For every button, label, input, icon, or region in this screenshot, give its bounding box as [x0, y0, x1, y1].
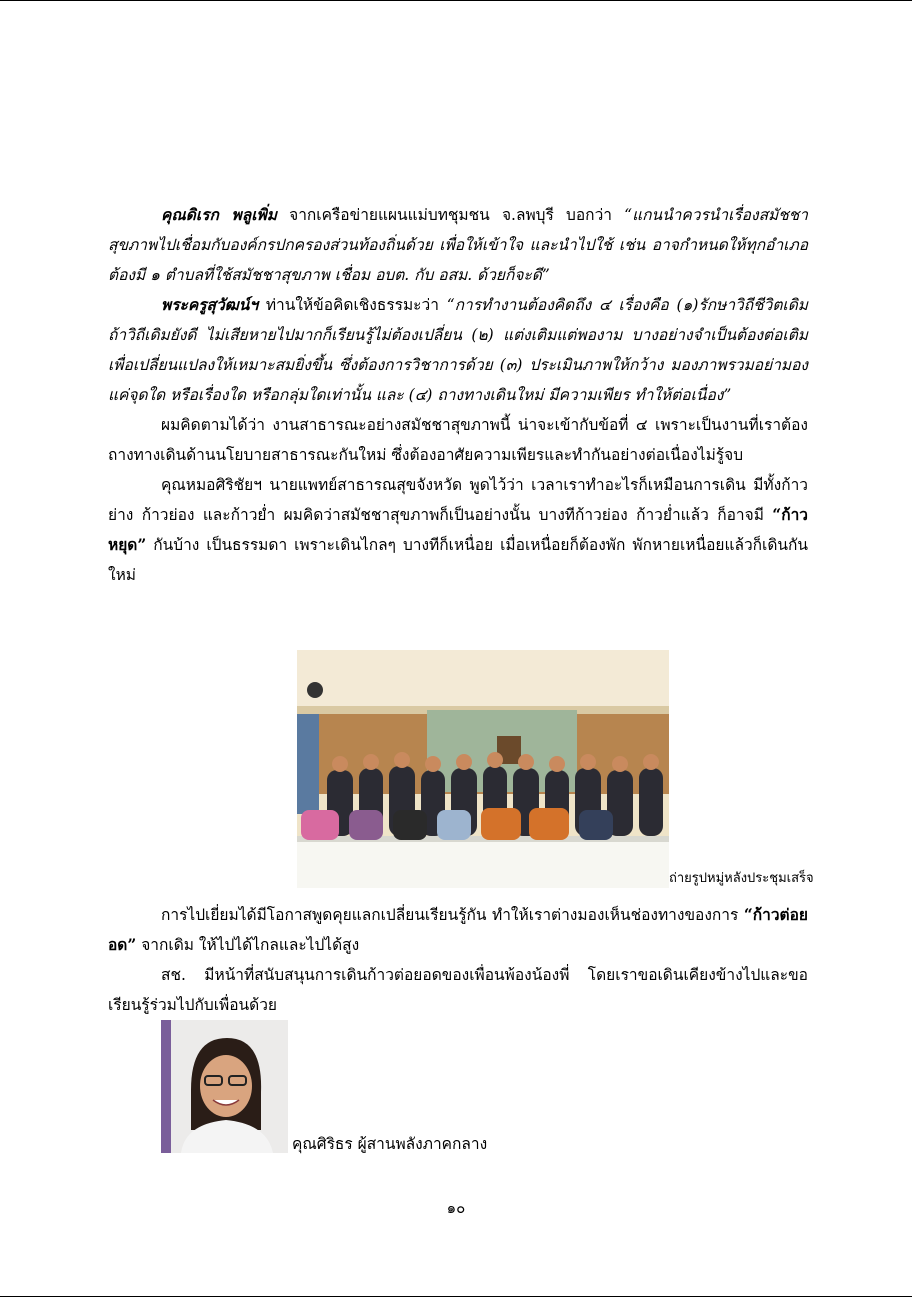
paragraph-text: คุณหมอศิริชัยฯ นายแพทย์สาธารณสุขจังหวัด พูดไว้ว่า เวลาเราทำอะไรก็เหมือนการเดิน มีทั้งก้าวย่าง ก้าวย่อง และก้าวย่ำ ผมคิดว่าสมัชชาสุขภาพก็เป็นอย่างนั้น บางทีก้าวย่อง ก้าวย่ำแล้ว ก็อาจมี [108, 476, 808, 524]
top-rule [0, 0, 912, 1]
bottom-rule [0, 1296, 912, 1297]
portrait-photo [161, 1020, 288, 1153]
group-photo-illustration [297, 650, 669, 888]
paragraph-reflection: ผมคิดตามได้ว่า งานสาธารณะอย่างสมัชชาสุขภาพนี้ น่าจะเข้ากับข้อที่ ๔ เพราะเป็นงานที่เราต้องถางทางเดินด้านนโยบายสาธารณะกันใหม่ ซึ่งต้องอาศัยความเพียรและทำกันอย่างต่อเนื่องไม่รู้จบ [108, 416, 808, 464]
paragraph-direk [108, 200, 808, 290]
portrait-illustration [161, 1020, 288, 1153]
person-name: พระครูสุวัฒน์ฯ [161, 295, 259, 314]
paragraph-text: ท่านให้ข้อคิดเชิงธรรมะว่า [258, 296, 447, 314]
paragraph-text: จากเครือข่ายแผนแม่บทชุมชน จ.ลพบุรี บอกว่า [276, 206, 625, 224]
paragraph-phrakhru [108, 290, 808, 410]
paragraph-support: สช. มีหน้าที่สนับสนุนการเดินก้าวต่อยอดของเพื่อนพ้องน้องพี่ โดยเราขอเดินเคียงข้างไปและขอเรียนรู้ร่วมไปกับเพื่อนด้วย [108, 966, 808, 1014]
paragraph-visit [108, 900, 808, 960]
document-body-continued [108, 900, 808, 1020]
paragraph-text: การไปเยี่ยมได้มีโอกาสพูดคุยแลกเปลี่ยนเรียนรู้กัน ทำให้เราต่างมองเห็นช่องทางของการ [161, 906, 744, 924]
emphasis-text: “ก้าวหยุด” [108, 505, 808, 554]
paragraph-text: จากเดิม ให้ไปได้ไกลและไปได้สูง [136, 936, 360, 954]
portrait-caption: คุณศิริธร ผู้สานพลังภาคกลาง [292, 1135, 488, 1153]
person-name: คุณดิเรก พลูเพิ่ม [161, 205, 277, 224]
emphasis-text: “ก้าวต่อยอด” [108, 905, 808, 954]
page-number: ๑๐ [446, 1199, 466, 1217]
portrait-figure [161, 1020, 581, 1155]
group-photo-figure [297, 650, 837, 890]
group-photo-caption: ถ่ายรูปหมู่หลังประชุมเสร็จ [669, 871, 814, 886]
paragraph-dr-sirichai [108, 470, 808, 590]
paragraph-text: กันบ้าง เป็นธรรมดา เพราะเดินไกลๆ บางทีก็เหนื่อย เมื่อเหนื่อยก็ต้องพัก พักหายเหนื่อยแล้วก็เดินกันใหม่ [108, 536, 808, 584]
document-body [108, 200, 808, 590]
quote-text: “แกนนำควรนำเรื่องสมัชชาสุขภาพไปเชื่อมกับองค์กรปกครองส่วนท้องถิ่นด้วย เพื่อให้เข้าใจ และนำไปใช้ เช่น อาจกำหนดให้ทุกอำเภอต้องมี ๑ ตำบลที่ใช้สมัชชาสุขภาพ เชื่อม อบต. กับ อสม. ด้วยก็จะดี” [108, 206, 808, 284]
group-photo [297, 650, 669, 888]
quote-text: “การทำงานต้องคิดถึง ๔ เรื่องคือ (๑)รักษาวิถีชีวิตเดิม ถ้าวิถีเดิมยังดี ไม่เสียหายไปมากก็เรียนรู้ไม่ต้องเปลี่ยน (๒) แต่งเติมแต่พองาม บางอย่างจำเป็นต้องต่อเติมเพื่อเปลี่ยนแปลงให้เหมาะสมยิ่งขึ้น ซึ่งต้องการวิชาการด้วย (๓) ประเมินภาพให้กว้าง มองภาพรวมอย่ามองแค่จุดใด หรือเรื่องใด หรือกลุ่มใดเท่านั้น และ (๔) ถางทางเดินใหม่ มีความเพียร ทำให้ต่อเนื่อง” [108, 296, 808, 404]
